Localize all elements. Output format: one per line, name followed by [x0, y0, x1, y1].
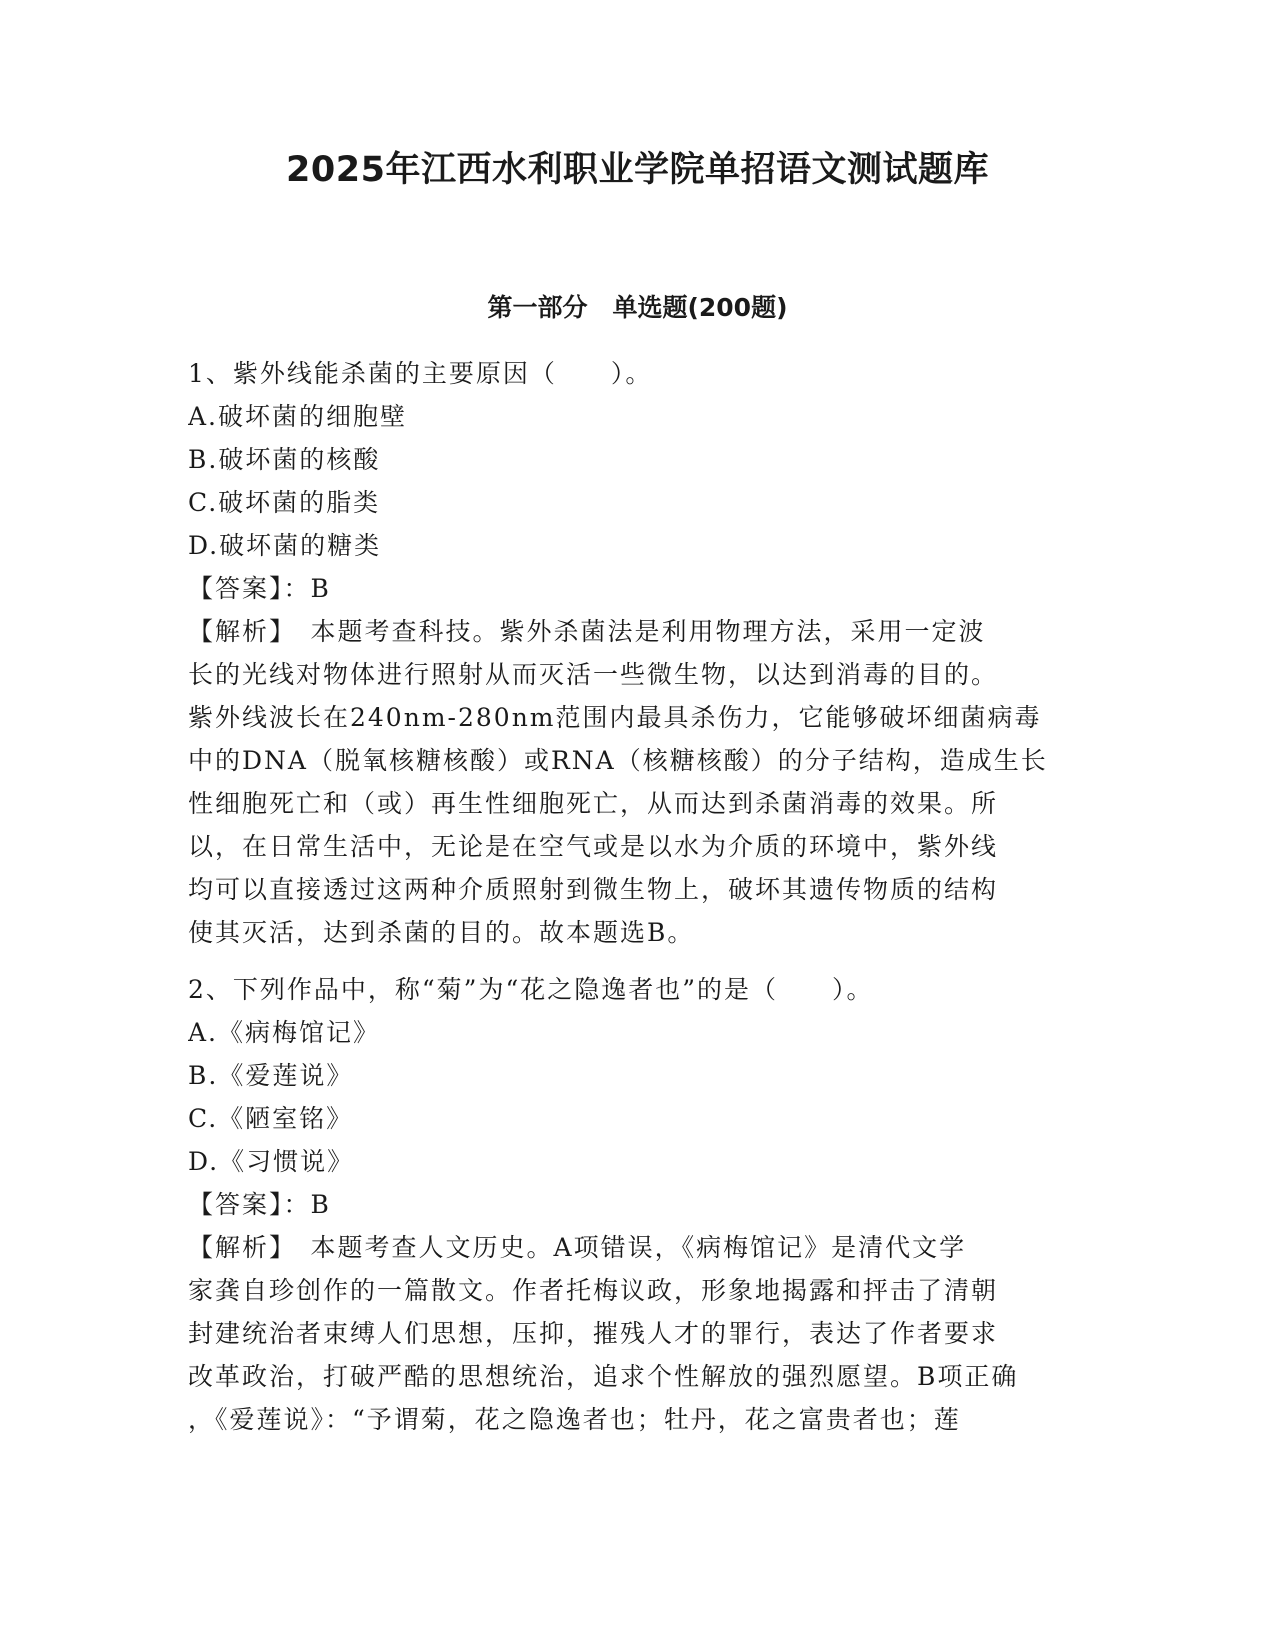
analysis-text: 中的DNA（脱氧核糖核酸）或RNA（核糖核酸）的分子结构，造成生长 — [188, 746, 1048, 775]
answer-label: 【答案】： — [188, 1190, 311, 1219]
answer-value: B — [310, 1190, 331, 1219]
question-1 — [188, 352, 1088, 954]
option-c: C.《陋室铭》 — [188, 1104, 354, 1133]
question-stem: 2、下列作品中，称“菊”为“花之隐逸者也”的是（ ）。 — [188, 975, 874, 1004]
option-a: A.破坏菌的细胞壁 — [188, 402, 408, 431]
analysis-text: 家龚自珍创作的一篇散文。作者托梅议政，形象地揭露和抨击了清朝 — [188, 1276, 999, 1305]
option-d: D.《习惯说》 — [188, 1147, 355, 1176]
document-body — [188, 352, 1088, 1441]
section-title: 第一部分 单选题(200题) — [487, 293, 788, 322]
analysis-text: 使其灭活，达到杀菌的目的。故本题选B。 — [188, 918, 695, 947]
analysis-text: 长的光线对物体进行照射从而灭活一些微生物，以达到消毒的目的。 — [188, 660, 999, 689]
analysis-text: 改革政治，打破严酷的思想统治，追求个性解放的强烈愿望。B项正确 — [188, 1362, 1019, 1391]
analysis-text: 本题考查人文历史。A项错误，《病梅馆记》是清代文学 — [310, 1233, 967, 1262]
analysis-text: 紫外线波长在240nm-280nm范围内最具杀伤力，它能够破坏细菌病毒 — [188, 703, 1042, 732]
answer-line — [188, 1183, 1088, 1226]
answer-value: B — [310, 574, 331, 603]
analysis-text: 均可以直接透过这两种介质照射到微生物上，破坏其遗传物质的结构 — [188, 875, 999, 904]
analysis-text: 性细胞死亡和（或）再生性细胞死亡，从而达到杀菌消毒的效果。所 — [188, 789, 999, 818]
option-d: D.破坏菌的糖类 — [188, 531, 382, 560]
analysis-label: 【解析】 — [188, 1233, 311, 1262]
document-title: 2025年江西水利职业学院单招语文测试题库 — [286, 150, 989, 190]
answer-line — [188, 567, 1088, 610]
question-2 — [188, 968, 1088, 1441]
analysis-line — [188, 610, 1088, 653]
analysis-line — [188, 1226, 1088, 1269]
option-c: C.破坏菌的脂类 — [188, 488, 381, 517]
analysis-text: 封建统治者束缚人们思想，压抑，摧残人才的罪行，表达了作者要求 — [188, 1319, 999, 1348]
analysis-text: ，《爱莲说》：“予谓菊，花之隐逸者也；牡丹，花之富贵者也；莲 — [188, 1405, 961, 1434]
analysis-label: 【解析】 — [188, 617, 311, 646]
option-a: A.《病梅馆记》 — [188, 1018, 381, 1047]
analysis-text: 本题考查科技。紫外杀菌法是利用物理方法，采用一定波 — [310, 617, 986, 646]
answer-label: 【答案】： — [188, 574, 311, 603]
option-b: B.破坏菌的核酸 — [188, 445, 381, 474]
option-b: B.《爱莲说》 — [188, 1061, 354, 1090]
question-stem: 1、紫外线能杀菌的主要原因（ ）。 — [188, 359, 653, 388]
analysis-text: 以，在日常生活中，无论是在空气或是以水为介质的环境中，紫外线 — [188, 832, 999, 861]
